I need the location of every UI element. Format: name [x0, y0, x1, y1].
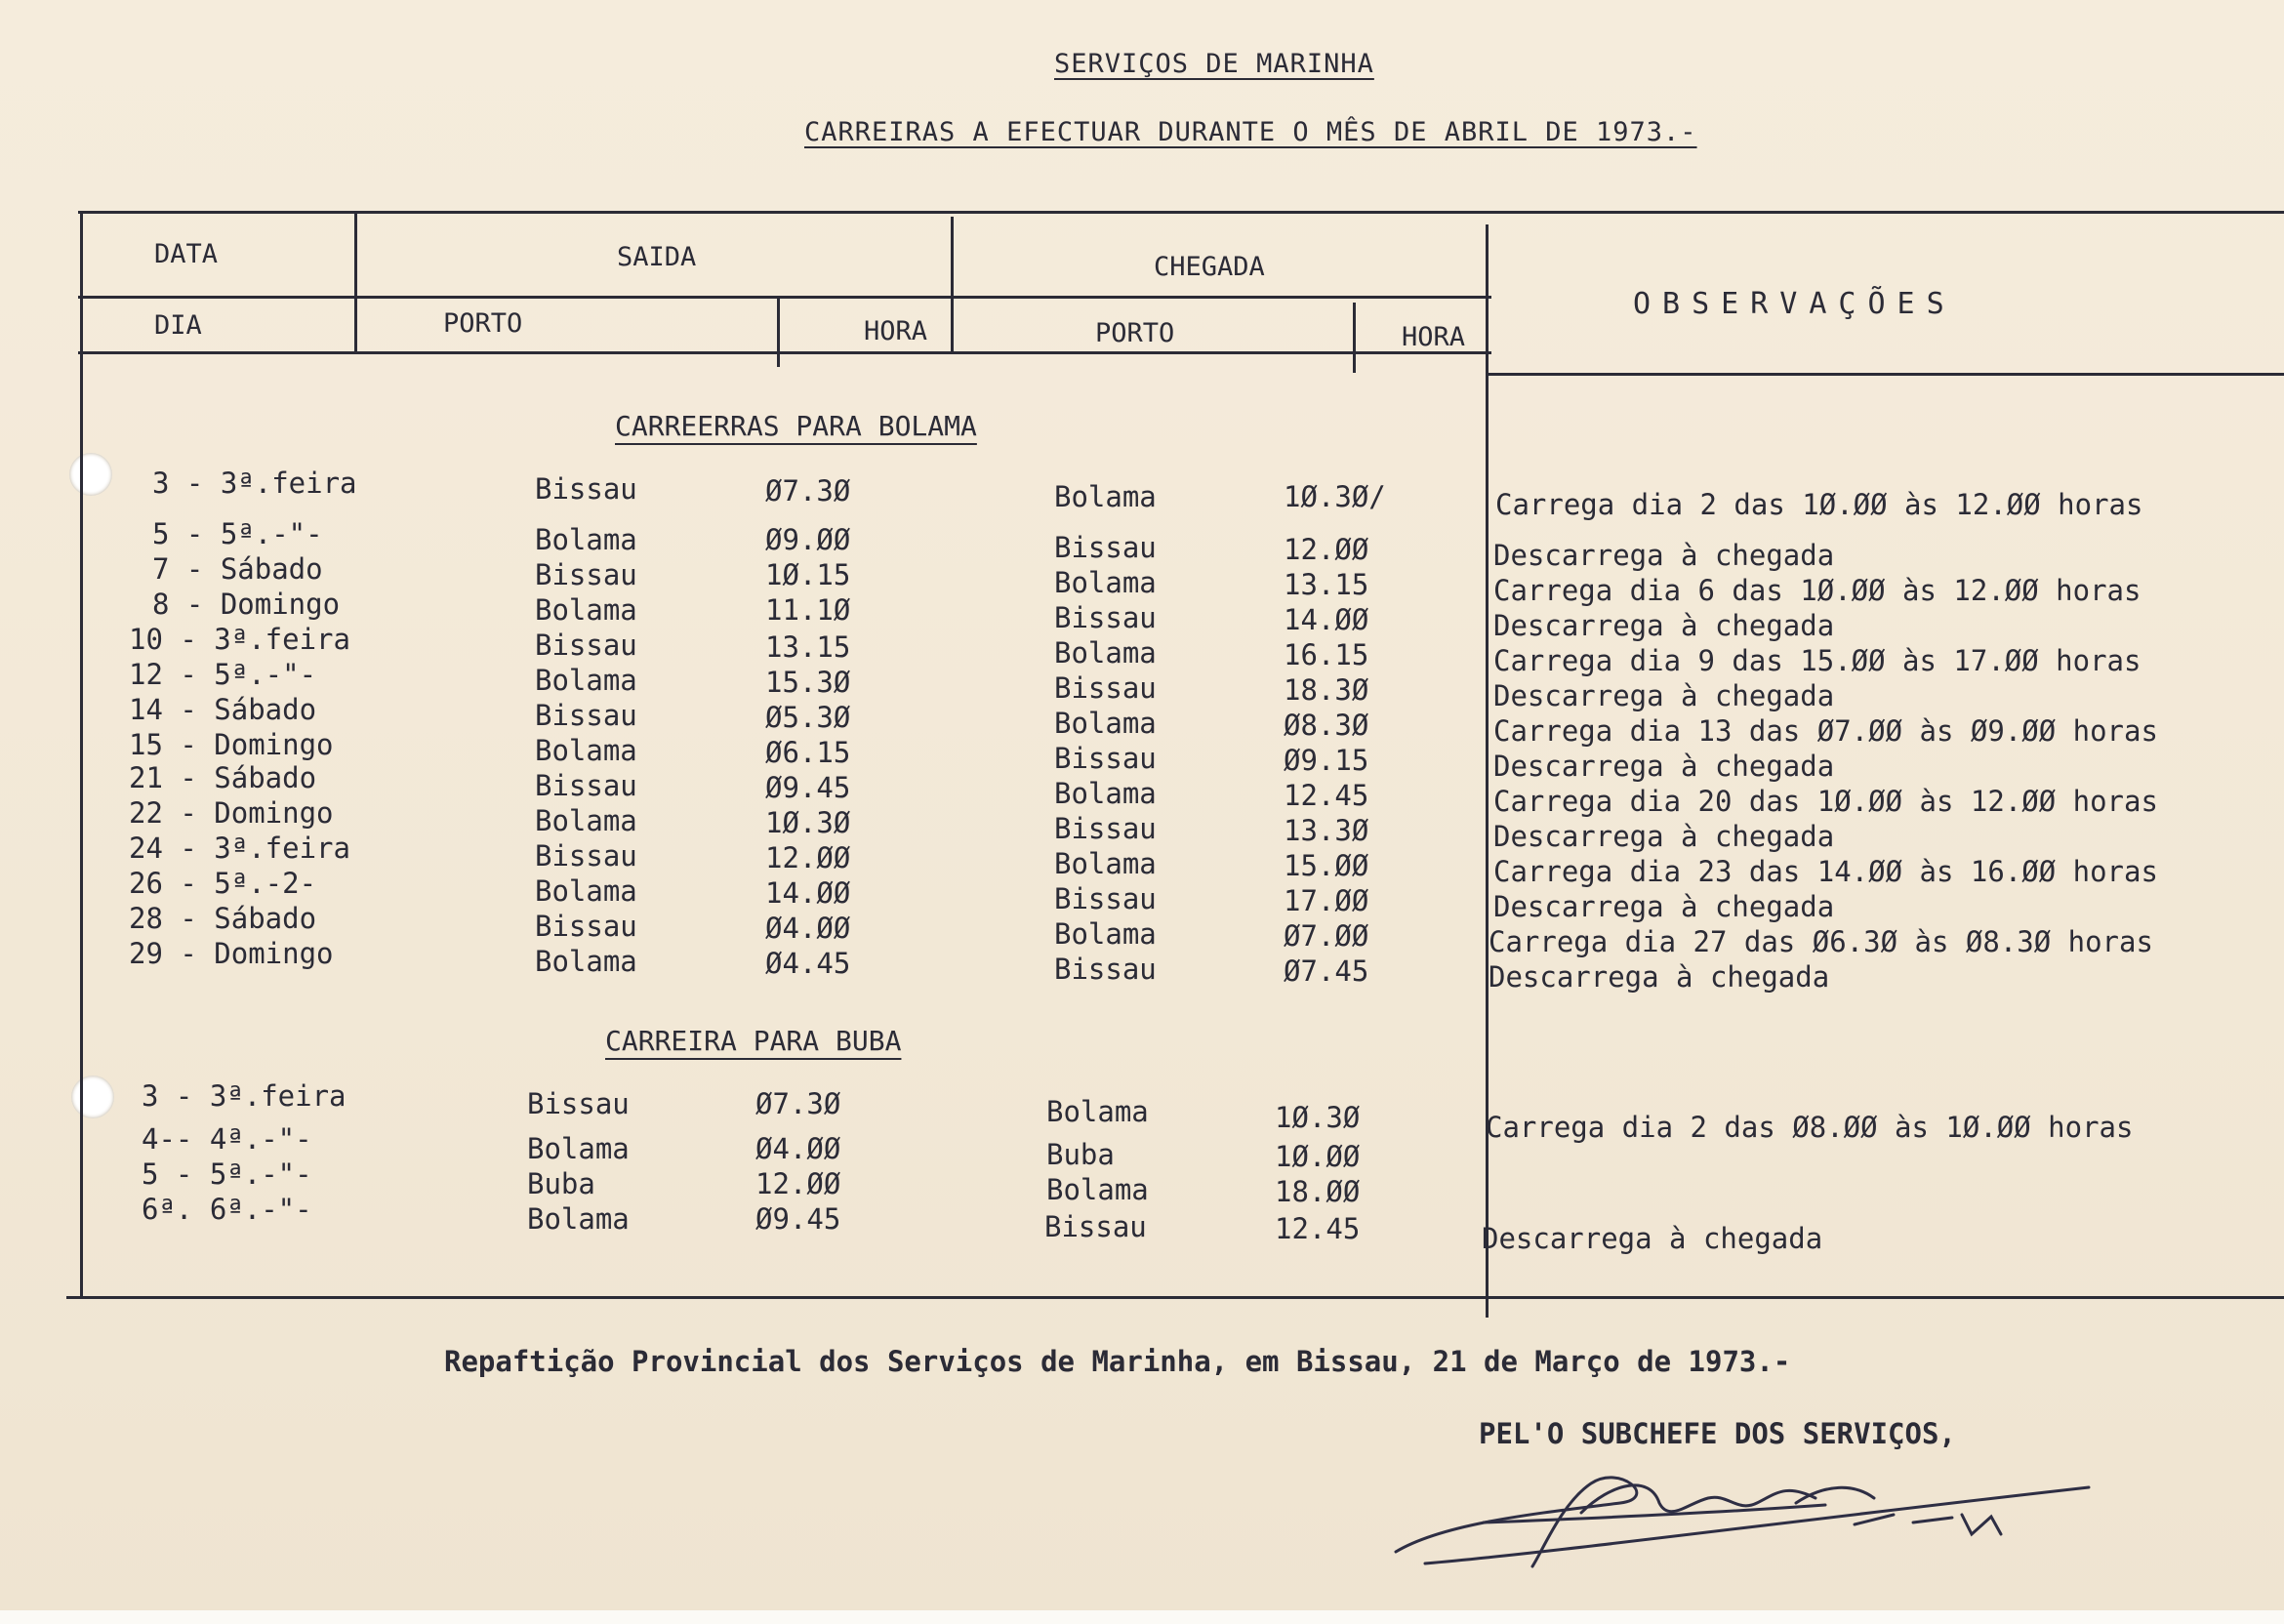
row-dia: 26 - 5ª.-2-: [129, 867, 317, 900]
row-hora-saida: Ø7.3Ø: [765, 474, 851, 508]
row-porto-saida: Bolama: [527, 1202, 630, 1236]
row-hora-saida: Ø7.3Ø: [755, 1087, 841, 1120]
row-hora-chegada: 16.15: [1284, 638, 1369, 671]
row-hora-chegada: 1Ø.3Ø: [1275, 1101, 1361, 1134]
row-hora-chegada: 1Ø.ØØ: [1275, 1140, 1361, 1173]
row-hora-saida: 14.ØØ: [765, 876, 851, 910]
row-porto-saida: Bolama: [527, 1132, 630, 1165]
col-header-hora-chegada: HORA: [1402, 322, 1466, 352]
col-header-hora-saida: HORA: [864, 316, 928, 346]
row-dia: 24 - 3ª.feira: [129, 832, 350, 865]
row-hora-saida: Ø6.15: [765, 736, 851, 769]
row-dia: 8 - Domingo: [152, 588, 341, 621]
row-porto-saida: Bissau: [535, 910, 637, 943]
observacao-line: Carrega dia 23 das 14.ØØ às 16.ØØ horas: [1493, 855, 2158, 888]
observacao-line: Carrega dia 6 das 1Ø.ØØ às 12.ØØ horas: [1493, 574, 2141, 607]
punch-hole: [71, 1076, 114, 1118]
row-hora-saida: Ø9.ØØ: [765, 523, 851, 556]
row-hora-chegada: 12.45: [1275, 1212, 1361, 1245]
row-hora-chegada: 15.ØØ: [1284, 849, 1369, 882]
row-porto-saida: Bolama: [535, 874, 637, 908]
row-porto-chegada: Bolama: [1054, 636, 1157, 670]
row-dia: 28 - Sábado: [129, 902, 317, 935]
col-header-data: DATA: [154, 239, 219, 269]
row-porto-saida: Bissau: [527, 1087, 630, 1120]
row-hora-chegada: Ø8.3Ø: [1284, 709, 1369, 742]
row-porto-chegada: Bissau: [1054, 812, 1157, 845]
row-hora-chegada: 14.ØØ: [1284, 603, 1369, 636]
observacao-line: Descarrega à chegada: [1493, 609, 1835, 642]
col-header-chegada: CHEGADA: [1154, 252, 1265, 282]
footer-signatory: PEL'O SUBCHEFE DOS SERVIÇOS,: [1479, 1417, 1956, 1450]
row-hora-saida: 13.15: [765, 630, 851, 664]
row-porto-chegada: Bolama: [1046, 1095, 1149, 1128]
row-hora-chegada: 12.45: [1284, 779, 1369, 812]
row-hora-chegada: Ø7.45: [1284, 954, 1369, 988]
row-dia: 4-- 4ª.-"-: [142, 1122, 312, 1156]
page-edge: [0, 1610, 2284, 1624]
row-hora-chegada: 18.ØØ: [1275, 1175, 1361, 1208]
observacao-line: Descarrega à chegada: [1493, 890, 1835, 923]
row-porto-chegada: Buba: [1046, 1138, 1115, 1171]
row-hora-saida: Ø9.45: [765, 771, 851, 804]
row-dia: 10 - 3ª.feira: [129, 623, 350, 656]
row-hora-saida: Ø4.ØØ: [755, 1132, 841, 1165]
row-dia: 5 - 5ª.-"-: [152, 517, 323, 550]
row-porto-chegada: Bissau: [1054, 601, 1157, 634]
observacao-line: Descarrega à chegada: [1489, 960, 1830, 994]
row-hora-chegada: 18.3Ø: [1284, 673, 1369, 707]
observacao-line: Descarrega à chegada: [1493, 820, 1835, 853]
row-porto-saida: Bolama: [535, 523, 637, 556]
col-header-dia: DIA: [154, 310, 202, 341]
observacao-line: Carrega dia 2 das Ø8.ØØ às 1Ø.ØØ horas: [1486, 1111, 2134, 1144]
row-hora-saida: 12.ØØ: [765, 841, 851, 874]
row-dia: 21 - Sábado: [129, 761, 317, 794]
row-hora-saida: Ø9.45: [755, 1202, 841, 1236]
row-hora-chegada: 17.ØØ: [1284, 884, 1369, 917]
row-porto-saida: Bolama: [535, 734, 637, 767]
row-porto-chegada: Bissau: [1054, 953, 1157, 986]
row-dia: 3 - 3ª.feira: [142, 1079, 347, 1113]
observacao-line: Carrega dia 2 das 1Ø.ØØ às 12.ØØ horas: [1495, 488, 2143, 521]
row-porto-chegada: Bissau: [1054, 742, 1157, 775]
row-hora-saida: Ø4.45: [765, 947, 851, 980]
row-porto-chegada: Bolama: [1054, 777, 1157, 810]
row-porto-saida: Bissau: [535, 629, 637, 662]
row-porto-chegada: Bolama: [1054, 480, 1157, 513]
org-heading: SERVIÇOS DE MARINHA: [1054, 49, 1374, 79]
row-hora-chegada: Ø7.ØØ: [1284, 919, 1369, 953]
row-porto-saida: Bissau: [535, 558, 637, 591]
observacao-line: Descarrega à chegada: [1493, 539, 1835, 572]
observacao-line: Carrega dia 9 das 15.ØØ às 17.ØØ horas: [1493, 644, 2141, 677]
section-title-buba: CARREIRA PARA BUBA: [605, 1025, 902, 1057]
row-porto-saida: Bolama: [535, 664, 637, 697]
row-hora-chegada: 13.15: [1284, 568, 1369, 601]
punch-hole: [69, 453, 112, 496]
footer-place-date: Repaftição Provincial dos Serviços de Marinha, em Bissau, 21 de Março de 1973.-: [444, 1345, 1791, 1378]
row-porto-saida: Buba: [527, 1167, 595, 1200]
observacao-line: Carrega dia 27 das Ø6.3Ø às Ø8.3Ø horas: [1489, 925, 2153, 958]
row-dia: 15 - Domingo: [129, 728, 334, 761]
handwritten-signature: [1366, 1444, 2108, 1591]
row-hora-chegada: 13.3Ø: [1284, 814, 1369, 847]
row-dia: 6ª. 6ª.-"-: [142, 1193, 312, 1226]
row-hora-saida: 1Ø.15: [765, 558, 851, 591]
row-dia: 3 - 3ª.feira: [152, 467, 357, 500]
col-header-observacoes: OBSERVAÇÕES: [1633, 287, 1956, 321]
row-porto-saida: Bolama: [535, 593, 637, 627]
col-header-porto-chegada: PORTO: [1095, 318, 1175, 348]
row-porto-saida: Bissau: [535, 769, 637, 802]
row-hora-chegada: 1Ø.3Ø/: [1284, 480, 1386, 513]
row-porto-chegada: Bolama: [1054, 707, 1157, 740]
row-hora-saida: 12.ØØ: [755, 1167, 841, 1200]
row-dia: 22 - Domingo: [129, 796, 334, 830]
observacao-line: Descarrega à chegada: [1482, 1222, 1823, 1255]
row-hora-chegada: 12.ØØ: [1284, 533, 1369, 566]
row-porto-chegada: Bolama: [1054, 917, 1157, 951]
observacao-line: Carrega dia 13 das Ø7.ØØ às Ø9.ØØ horas: [1493, 714, 2158, 748]
row-hora-chegada: Ø9.15: [1284, 744, 1369, 777]
row-hora-saida: 11.1Ø: [765, 593, 851, 627]
row-porto-chegada: Bolama: [1054, 566, 1157, 599]
row-dia: 5 - 5ª.-"-: [142, 1157, 312, 1191]
observacao-line: Descarrega à chegada: [1493, 750, 1835, 783]
row-porto-chegada: Bissau: [1054, 671, 1157, 705]
observacao-line: Carrega dia 20 das 1Ø.ØØ às 12.ØØ horas: [1493, 785, 2158, 818]
row-porto-saida: Bissau: [535, 839, 637, 873]
row-hora-saida: Ø5.3Ø: [765, 701, 851, 734]
row-porto-saida: Bolama: [535, 804, 637, 837]
section-title-bolama: CARREERRAS PARA BOLAMA: [615, 410, 977, 442]
row-porto-saida: Bolama: [535, 945, 637, 978]
row-dia: 14 - Sábado: [129, 693, 317, 726]
row-porto-chegada: Bolama: [1046, 1173, 1149, 1206]
row-porto-chegada: Bolama: [1054, 847, 1157, 880]
row-hora-saida: Ø4.ØØ: [765, 912, 851, 945]
row-dia: 7 - Sábado: [152, 552, 323, 586]
observacao-line: Descarrega à chegada: [1493, 679, 1835, 712]
row-dia: 29 - Domingo: [129, 937, 334, 970]
row-hora-saida: 1Ø.3Ø: [765, 806, 851, 839]
row-porto-chegada: Bissau: [1044, 1210, 1147, 1243]
row-dia: 12 - 5ª.-"-: [129, 658, 317, 691]
row-porto-saida: Bissau: [535, 699, 637, 732]
row-porto-saida: Bissau: [535, 472, 637, 506]
col-header-porto-saida: PORTO: [443, 308, 523, 339]
row-hora-saida: 15.3Ø: [765, 666, 851, 699]
document-title: CARREIRAS A EFECTUAR DURANTE O MÊS DE ABRIL DE 1973.-: [804, 117, 1697, 147]
row-porto-chegada: Bissau: [1054, 882, 1157, 915]
row-porto-chegada: Bissau: [1054, 531, 1157, 564]
col-header-saida: SAIDA: [617, 242, 697, 272]
